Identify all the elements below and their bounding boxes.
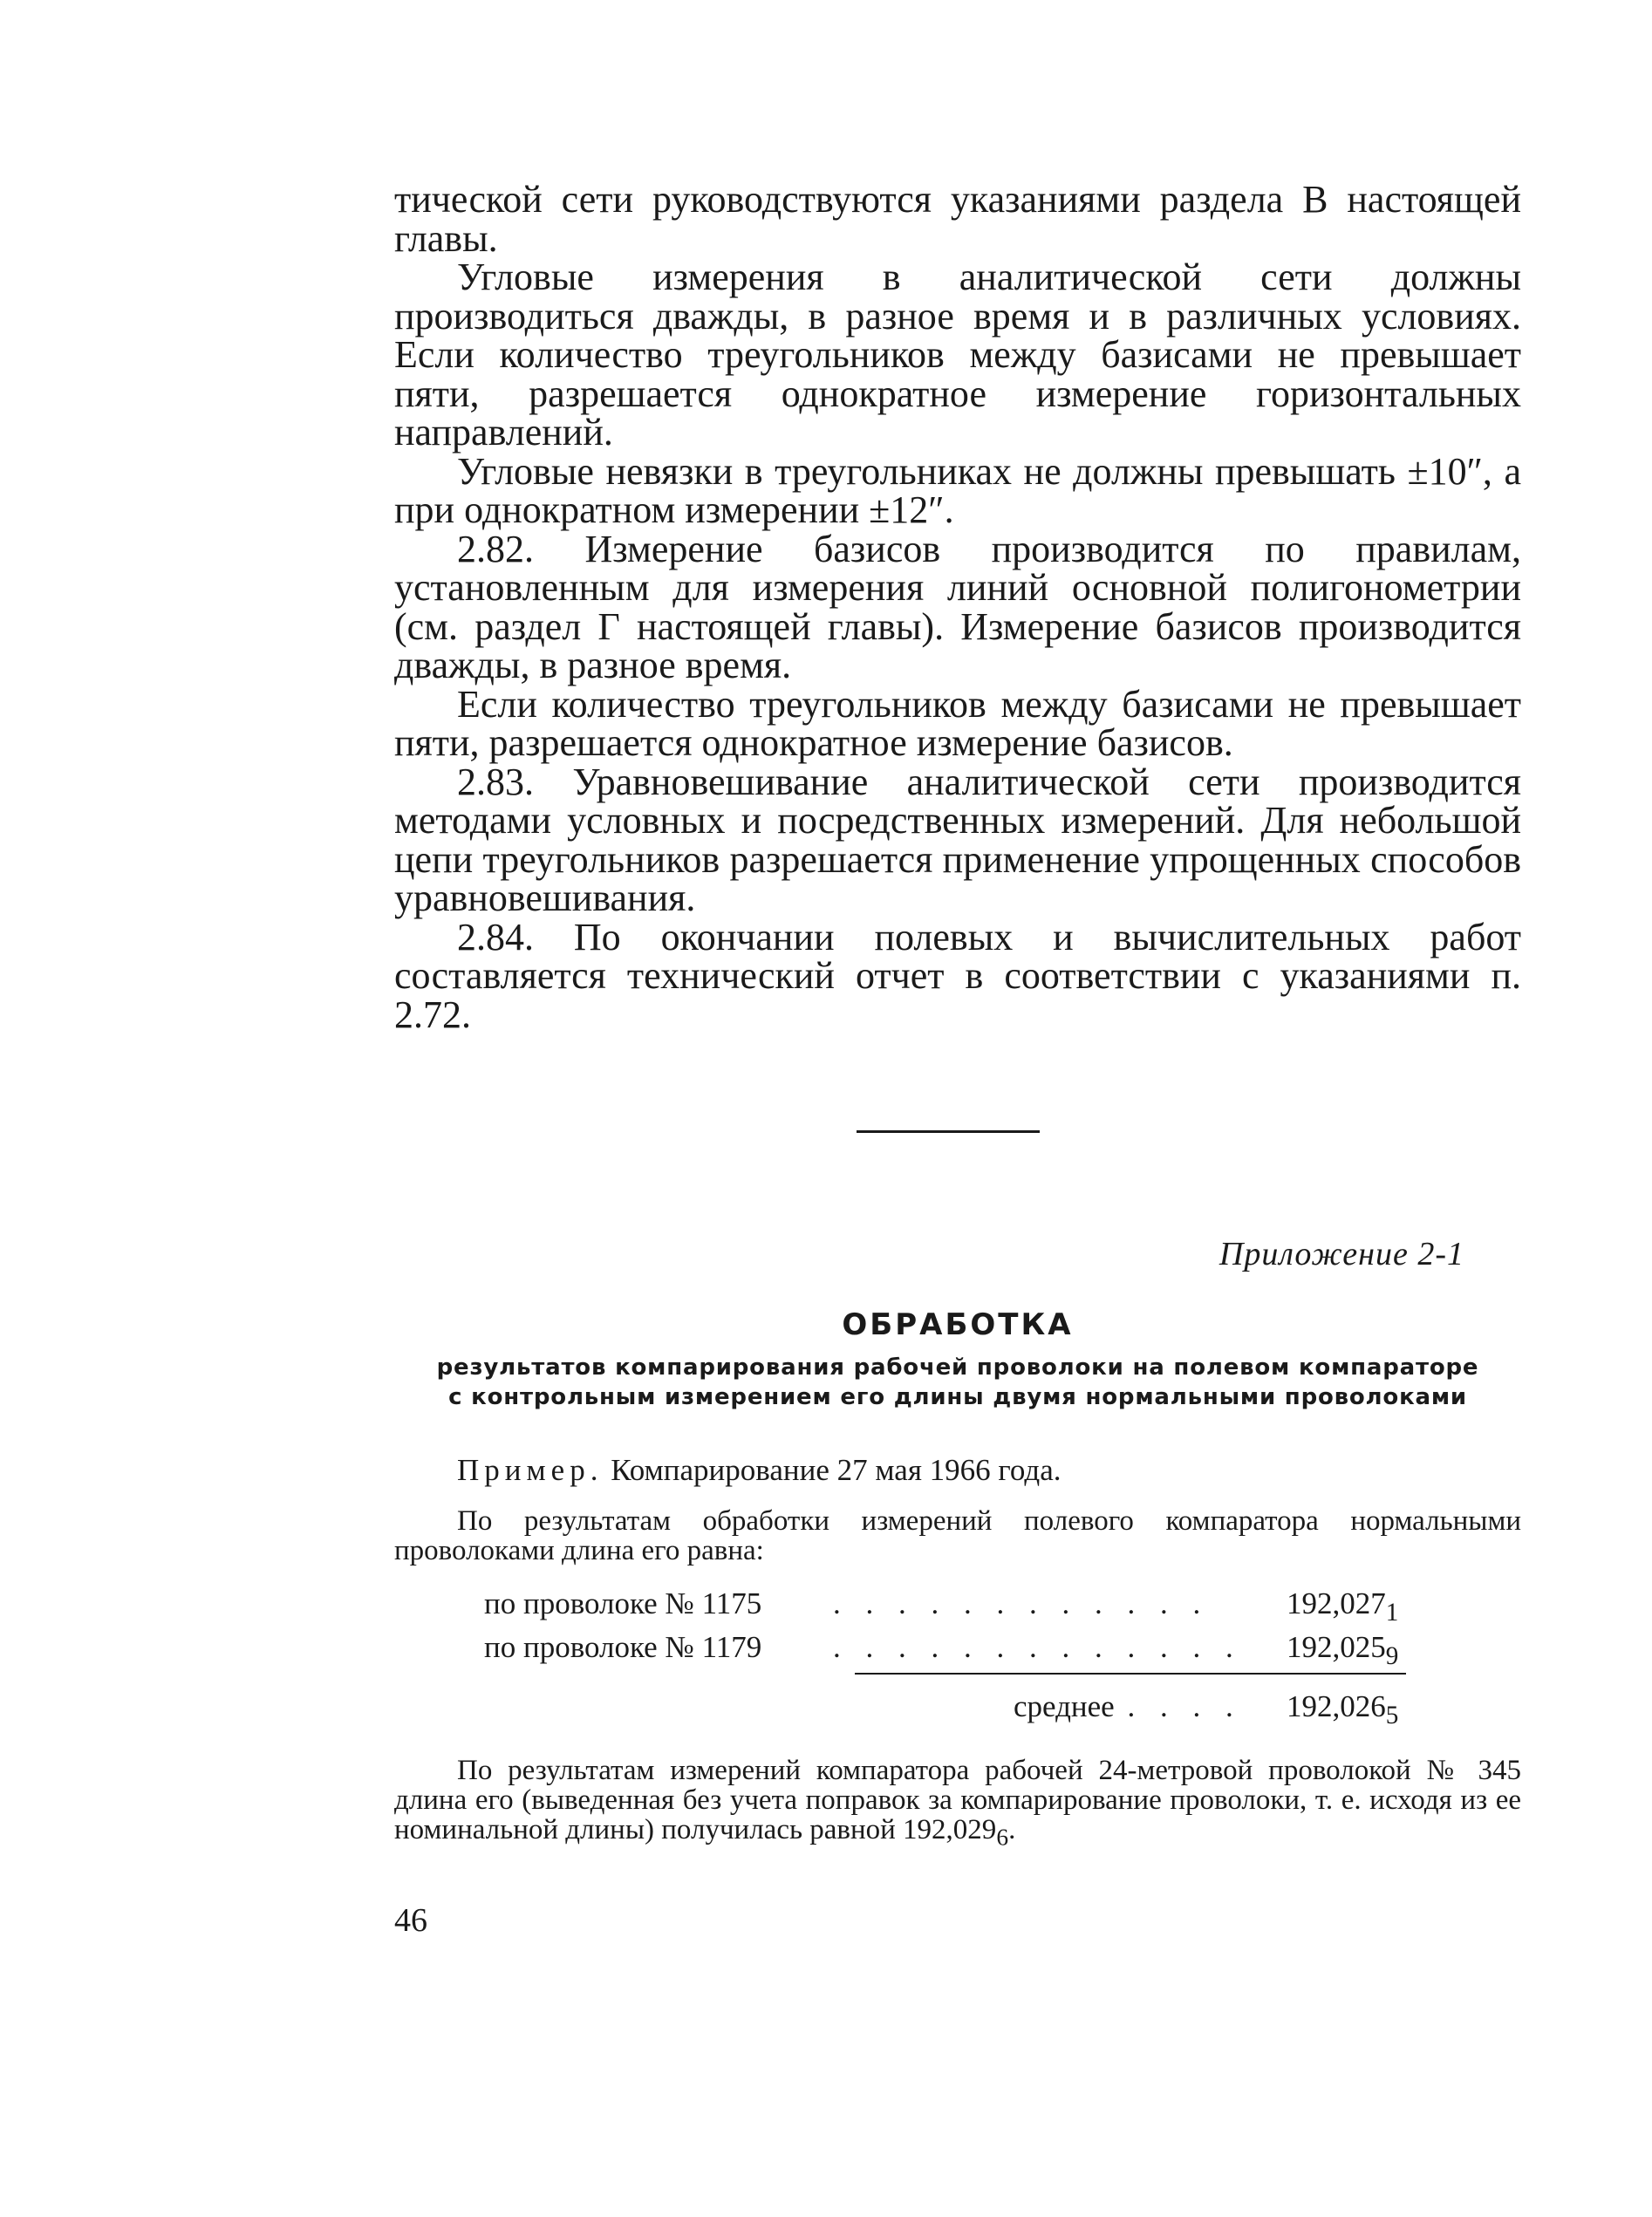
body-text [394, 178, 1521, 1036]
appendix-label: Приложение 2-1 [1219, 1236, 1464, 1272]
appendix-title: ОБРАБОТКА [842, 1307, 1074, 1342]
average-value: $192,026_5$ [1287, 1689, 1399, 1729]
wire-label: по проволоке № 1179 [484, 1630, 762, 1664]
wire-value: $192,027_1$ [1287, 1586, 1399, 1627]
paragraph-2-84: 2.84. По окончании полевых и вычислительных работ составляется технический отчет в соответствии с указаниями п. 2.72. [394, 915, 1521, 1036]
paragraph-1: тической сети руководствуются указаниями раздела В настоящей главы. [394, 178, 1521, 260]
average-label: среднее [1014, 1689, 1115, 1723]
appendix-subtitle [394, 1353, 1521, 1412]
paragraph-3: Угловые невязки в треугольниках не должны превышать ±10″, а при однократном измерении ±12″. [394, 449, 1521, 531]
paragraph-2: Угловые измерения в аналитической сети должны производиться дважды, в разное время и в различных условиях. Если количество треугольников между базисами не превышает пяти, разрешается однократное измерение горизонтальных направлений. [394, 256, 1521, 454]
measurement-intro-text: По результатам обработки измерений полевого компаратора нормальными проволоками длина его равна: [394, 1505, 1521, 1566]
wire-label: по проволоке № 1175 [484, 1586, 762, 1620]
result-paragraph [394, 1756, 1521, 1852]
paragraph-2-82: 2.82. Измерение базисов производится по правилам, установленным для измерения линий основной полигонометрии (см. раздел Г настоящей главы). Измерение базисов производится дважды, в разное время. [394, 527, 1521, 686]
page-number: 46 [394, 1902, 427, 1939]
paragraph-2-83: 2.83. Уравновешивание аналитической сети производится методами условных и посредственных измерений. Для небольшой цепи треугольников разрешается применение упрощенных способов уравновешивания. [394, 760, 1521, 919]
measurement-intro [394, 1506, 1521, 1566]
wire-value: $192,025_9$ [1287, 1630, 1399, 1670]
leader-dots: . . . . . . . . . . . . [833, 1586, 1210, 1620]
leader-dots: . . . . [1127, 1689, 1242, 1723]
average-row [1014, 1689, 1399, 1729]
leader-dots: . . . . . . . . . . . . . [833, 1630, 1242, 1664]
subtitle-line-1: результатов компарирования рабочей проволоки на полевом компараторе [436, 1354, 1479, 1381]
result-text: По результатам измерений компаратора рабочей 24-метровой проволокой № 345 длина его (выведенная без учета поправок за компарирование проволоки, т. е. исходя из ее номинальной длины) получилась равной $192,029_6$. [394, 1755, 1521, 1851]
example-line [457, 1453, 1062, 1488]
example-word: Пример. [457, 1453, 604, 1487]
example-text: Компарирование 27 мая 1966 года. [611, 1453, 1062, 1487]
section-divider [857, 1130, 1040, 1133]
sum-rule [855, 1673, 1406, 1675]
subtitle-line-2: с контрольным измерением его длины двумя нормальными проволоками [448, 1384, 1467, 1410]
paragraph-5: Если количество треугольников между базисами не превышает пяти, разрешается однократное измерение базисов. [394, 682, 1521, 764]
